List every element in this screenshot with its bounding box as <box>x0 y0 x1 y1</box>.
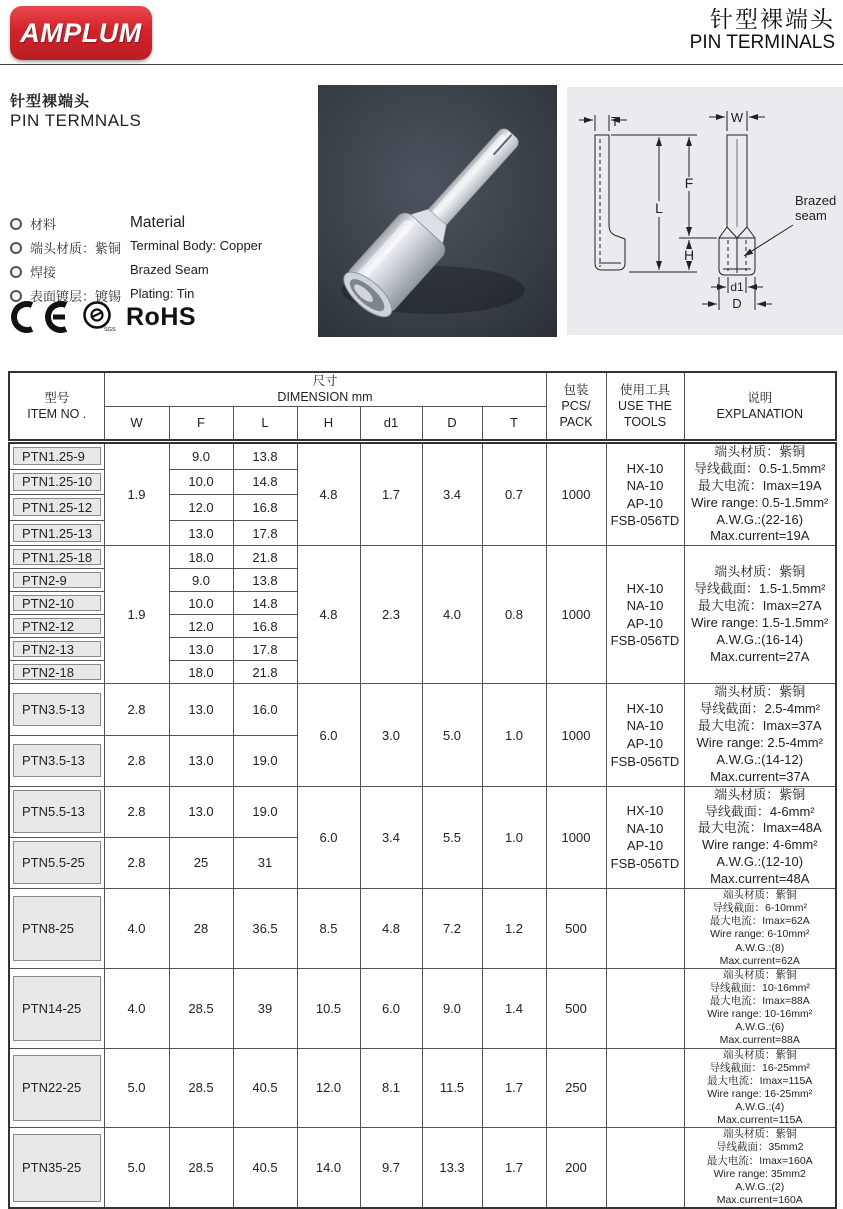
pack-cell: 1000 <box>546 684 606 786</box>
item-cell <box>9 615 104 638</box>
page-title <box>690 6 835 54</box>
cell-l: 13.8 <box>233 569 297 592</box>
tools-cell: HX-10 NA-10 AP-10 FSB-056TD <box>606 786 684 888</box>
sgs-mark-icon <box>80 300 116 334</box>
cell-t: 1.2 <box>482 889 546 969</box>
cell-t: 1.7 <box>482 1048 546 1128</box>
item-no: PTN2-9 <box>13 572 101 588</box>
header-divider <box>0 64 843 65</box>
table-row <box>9 546 836 569</box>
cell-t: 0.8 <box>482 546 546 684</box>
cell-d: 13.3 <box>422 1128 482 1208</box>
tools-cell: HX-10 NA-10 AP-10 FSB-056TD <box>606 443 684 546</box>
dim-label-f: F <box>684 175 694 191</box>
cell-l: 40.5 <box>233 1128 297 1208</box>
pack-cell: 1000 <box>546 546 606 684</box>
cell-d1: 2.3 <box>360 546 422 684</box>
cell-l: 14.8 <box>233 469 297 495</box>
cell-f: 12.0 <box>169 495 233 521</box>
certification-marks <box>8 300 196 334</box>
section-title <box>10 90 141 131</box>
cell-h: 14.0 <box>297 1128 360 1208</box>
item-cell <box>9 1128 104 1208</box>
cell-w: 2.8 <box>104 837 169 888</box>
item-no: PTN3.5-13 <box>13 693 101 726</box>
explanation-cell: 端头材质：紫铜 导线截面：1.5-1.5mm² 最大电流：Imax=27A Wire range: 1.5-1.5mm² A.W.G.:(16-14) Max.current=27A <box>684 546 836 684</box>
tools-cell <box>606 889 684 969</box>
col-header-t: T <box>482 406 546 440</box>
item-cell <box>9 443 104 469</box>
col-header-w: W <box>104 406 169 440</box>
cell-d1: 9.7 <box>360 1128 422 1208</box>
item-cell <box>9 786 104 837</box>
brand-logo <box>10 6 152 60</box>
cell-f: 13.0 <box>169 786 233 837</box>
cell-w: 2.8 <box>104 786 169 837</box>
cell-d: 5.5 <box>422 786 482 888</box>
pack-cell: 250 <box>546 1048 606 1128</box>
item-cell <box>9 546 104 569</box>
cell-w: 5.0 <box>104 1048 169 1128</box>
explanation-cell: 端头材质：紫铜 导线截面：2.5-4mm² 最大电流：Imax=37A Wire range: 2.5-4mm² A.W.G.:(14-12) Max.current=37A <box>684 684 836 786</box>
dim-label-t: T <box>611 114 619 129</box>
cell-l: 16.8 <box>233 495 297 521</box>
cell-t: 1.0 <box>482 684 546 786</box>
pack-cell: 200 <box>546 1128 606 1208</box>
col-header-f: F <box>169 406 233 440</box>
cell-f: 28.5 <box>169 1048 233 1128</box>
dim-label-d1: d1 <box>730 280 744 294</box>
item-cell <box>9 735 104 786</box>
cell-t: 1.4 <box>482 968 546 1048</box>
cell-d: 11.5 <box>422 1048 482 1128</box>
item-cell <box>9 569 104 592</box>
item-cell <box>9 495 104 521</box>
explanation-cell: 端头材质：紫铜 导线截面：0.5-1.5mm² 最大电流：Imax=19A Wire range: 0.5-1.5mm² A.W.G.:(22-16) Max.current=19A <box>684 443 836 546</box>
cell-d1: 6.0 <box>360 968 422 1048</box>
table-row <box>9 1048 836 1128</box>
table-row <box>9 889 836 969</box>
cell-h: 6.0 <box>297 684 360 786</box>
dim-label-d: D <box>732 296 742 311</box>
cell-d1: 3.4 <box>360 786 422 888</box>
col-header-d1: d1 <box>360 406 422 440</box>
cell-d1: 8.1 <box>360 1048 422 1128</box>
item-cell <box>9 661 104 684</box>
item-cell <box>9 1048 104 1128</box>
pack-cell: 500 <box>546 889 606 969</box>
dim-label-l: L <box>655 200 663 216</box>
cell-w: 5.0 <box>104 1128 169 1208</box>
svg-text:SGS: SGS <box>104 327 116 333</box>
cell-f: 13.0 <box>169 520 233 546</box>
table-row <box>9 684 836 735</box>
cell-f: 28 <box>169 889 233 969</box>
item-no: PTN35-25 <box>13 1134 101 1202</box>
explanation-cell: 端头材质：紫铜 导线截面：10-16mm² 最大电流：Imax=88A Wire range: 10-16mm² A.W.G.:(6) Max.current=88A <box>684 968 836 1048</box>
pack-cell: 1000 <box>546 443 606 546</box>
cell-d1: 4.8 <box>360 889 422 969</box>
item-no: PTN1.25-18 <box>13 549 101 565</box>
section-title-en: PIN TERMNALS <box>10 111 142 130</box>
cell-l: 40.5 <box>233 1048 297 1128</box>
pack-cell: 1000 <box>546 786 606 888</box>
material-row <box>10 262 315 281</box>
cell-d: 7.2 <box>422 889 482 969</box>
item-no: PTN1.25-10 <box>13 473 101 491</box>
cell-f: 9.0 <box>169 569 233 592</box>
cell-l: 31 <box>233 837 297 888</box>
cell-l: 17.8 <box>233 638 297 661</box>
item-no: PTN22-25 <box>13 1055 101 1121</box>
cell-h: 12.0 <box>297 1048 360 1128</box>
cell-l: 16.0 <box>233 684 297 735</box>
col-header-item-no: 型号 ITEM NO . <box>9 372 104 440</box>
cell-l: 14.8 <box>233 592 297 615</box>
item-no: PTN2-12 <box>13 618 101 634</box>
col-header-pack: 包装 PCS/ PACK <box>546 372 606 440</box>
item-no: PTN2-10 <box>13 595 101 611</box>
page-title-en: PIN TERMINALS <box>689 32 835 54</box>
cell-h: 6.0 <box>297 786 360 888</box>
tools-cell: HX-10 NA-10 AP-10 FSB-056TD <box>606 684 684 786</box>
item-no: PTN5.5-25 <box>13 841 101 884</box>
tools-cell <box>606 1048 684 1128</box>
cell-h: 4.8 <box>297 546 360 684</box>
cell-h: 8.5 <box>297 889 360 969</box>
brand-logo-text: AMPLUM <box>20 17 142 48</box>
diagram-annotation-line2: seam <box>795 208 827 223</box>
bullet-icon <box>10 266 22 278</box>
cell-l: 16.8 <box>233 615 297 638</box>
material-zh: 材料 <box>30 217 57 232</box>
material-en: Plating: Tin <box>130 286 195 301</box>
cell-d: 3.4 <box>422 443 482 546</box>
item-no: PTN2-18 <box>13 664 101 680</box>
cell-f: 18.0 <box>169 546 233 569</box>
material-row <box>10 238 315 257</box>
explanation-cell: 端头材质：紫铜 导线截面：35mm2 最大电流：Imax=160A Wire range: 35mm2 A.W.G.:(2) Max.current=160A <box>684 1128 836 1208</box>
cell-w: 1.9 <box>104 546 169 684</box>
cell-d1: 3.0 <box>360 684 422 786</box>
col-header-l: L <box>233 406 297 440</box>
item-no: PTN1.25-9 <box>13 447 101 465</box>
cell-f: 13.0 <box>169 638 233 661</box>
table-row <box>9 968 836 1048</box>
tools-cell <box>606 1128 684 1208</box>
material-en: Terminal Body: Copper <box>130 238 263 253</box>
item-cell <box>9 684 104 735</box>
material-zh: 表面镀层：镀锡 <box>30 289 122 304</box>
item-cell <box>9 889 104 969</box>
ce-mark-icon <box>8 301 72 333</box>
cell-f: 13.0 <box>169 684 233 735</box>
cell-f: 13.0 <box>169 735 233 786</box>
item-no: PTN5.5-13 <box>13 790 101 833</box>
bullet-icon <box>10 218 22 230</box>
col-header-dimension: 尺寸 DIMENSION mm <box>104 372 546 406</box>
cell-f: 18.0 <box>169 661 233 684</box>
cell-d: 4.0 <box>422 546 482 684</box>
bullet-icon <box>10 242 22 254</box>
rohs-label: RoHS <box>126 302 197 331</box>
item-cell <box>9 469 104 495</box>
table-row <box>9 443 836 469</box>
material-zh: 焊接 <box>30 265 57 280</box>
section-title-zh: 针型裸端头 <box>10 93 91 110</box>
pack-cell: 500 <box>546 968 606 1048</box>
col-header-tools: 使用工具 USE THE TOOLS <box>606 372 684 440</box>
item-no: PTN3.5-13 <box>13 744 101 777</box>
col-header-explanation: 说明 EXPLANATION <box>684 372 836 440</box>
cell-f: 25 <box>169 837 233 888</box>
item-no: PTN8-25 <box>13 896 101 961</box>
cell-d1: 1.7 <box>360 443 422 546</box>
cell-l: 17.8 <box>233 520 297 546</box>
cell-f: 28.5 <box>169 1128 233 1208</box>
cell-f: 9.0 <box>169 443 233 469</box>
item-cell <box>9 968 104 1048</box>
material-en: Material <box>130 214 186 231</box>
cell-f: 10.0 <box>169 592 233 615</box>
explanation-cell: 端头材质：紫铜 导线截面：16-25mm² 最大电流：Imax=115A Wire range: 16-25mm² A.W.G.:(4) Max.current=115A <box>684 1048 836 1128</box>
cell-l: 19.0 <box>233 735 297 786</box>
item-cell <box>9 592 104 615</box>
col-header-h: H <box>297 406 360 440</box>
item-no: PTN1.25-13 <box>13 524 101 542</box>
spec-table <box>8 442 837 1209</box>
table-row <box>9 786 836 837</box>
item-cell <box>9 837 104 888</box>
cell-w: 1.9 <box>104 443 169 546</box>
page-title-zh: 针型裸端头 <box>710 6 835 32</box>
cell-f: 10.0 <box>169 469 233 495</box>
item-cell <box>9 520 104 546</box>
cell-l: 21.8 <box>233 546 297 569</box>
material-en: Brazed Seam <box>130 262 209 277</box>
tools-cell <box>606 968 684 1048</box>
cell-w: 2.8 <box>104 684 169 735</box>
cell-f: 28.5 <box>169 968 233 1048</box>
material-zh: 端头材质：紫铜 <box>30 241 122 256</box>
cell-w: 2.8 <box>104 735 169 786</box>
cell-f: 12.0 <box>169 615 233 638</box>
item-cell <box>9 638 104 661</box>
dim-label-w: W <box>730 110 744 125</box>
dim-label-h: H <box>683 247 695 263</box>
cell-l: 36.5 <box>233 889 297 969</box>
cell-l: 19.0 <box>233 786 297 837</box>
diagram-annotation-line1: Brazed <box>795 193 837 208</box>
product-photo <box>318 85 557 337</box>
cell-t: 1.0 <box>482 786 546 888</box>
cell-h: 4.8 <box>297 443 360 546</box>
cell-t: 0.7 <box>482 443 546 546</box>
explanation-cell: 端头材质：紫铜 导线截面：4-6mm² 最大电流：Imax=48A Wire range: 4-6mm² A.W.G.:(12-10) Max.current=48A <box>684 786 836 888</box>
cell-l: 39 <box>233 968 297 1048</box>
cell-h: 10.5 <box>297 968 360 1048</box>
material-row <box>10 214 315 233</box>
dimension-diagram <box>567 87 843 335</box>
material-list <box>10 214 315 310</box>
cell-l: 21.8 <box>233 661 297 684</box>
cell-d: 5.0 <box>422 684 482 786</box>
item-no: PTN1.25-12 <box>13 498 101 516</box>
cell-t: 1.7 <box>482 1128 546 1208</box>
tools-cell: HX-10 NA-10 AP-10 FSB-056TD <box>606 546 684 684</box>
item-no: PTN14-25 <box>13 976 101 1041</box>
table-row <box>9 1128 836 1208</box>
cell-d: 9.0 <box>422 968 482 1048</box>
cell-w: 4.0 <box>104 889 169 969</box>
item-no: PTN2-13 <box>13 641 101 657</box>
spec-table-header <box>8 371 837 441</box>
cell-w: 4.0 <box>104 968 169 1048</box>
cell-l: 13.8 <box>233 443 297 469</box>
explanation-cell: 端头材质：紫铜 导线截面：6-10mm² 最大电流：Imax=62A Wire range: 6-10mm² A.W.G.:(8) Max.current=62A <box>684 889 836 969</box>
col-header-d: D <box>422 406 482 440</box>
